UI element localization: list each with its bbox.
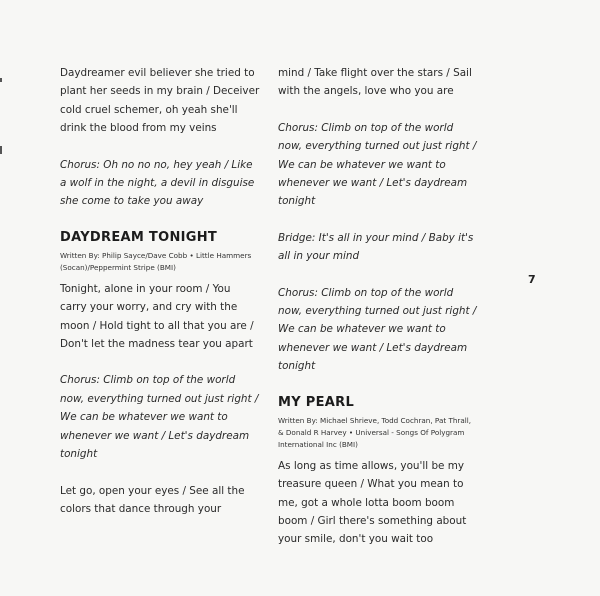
- page-number: 7: [528, 273, 536, 286]
- lyrics-verse: Tonight, alone in your room / You carry your worry, and cry with the moon / Hold tight to all that you are / Don't let the madness tear you apart: [60, 282, 254, 351]
- lyrics-verse: Let go, open your eyes / See all the colors that dance through your: [60, 484, 245, 515]
- lyrics-chorus: Chorus: Climb on top of the world now, everything turned out just right / We can be whatever we want to whenever we want / Let's daydream tonight: [278, 286, 477, 373]
- right-column: [278, 64, 478, 567]
- song-title: MY PEARL: [278, 394, 355, 410]
- song-credits: Written By: Philip Sayce/Dave Cobb • Little Hammers (Socan)/Peppermint Stripe (BMI): [60, 250, 252, 272]
- scan-edge-mark: [0, 146, 2, 154]
- left-column: [60, 64, 260, 536]
- lyrics-verse: mind / Take flight over the stars / Sail with the angels, love who you are: [278, 67, 472, 98]
- scan-edge-mark: [0, 78, 2, 82]
- song-title: DAYDREAM TONIGHT: [60, 229, 218, 245]
- lyrics-chorus: Chorus: Climb on top of the world now, everything turned out just right / We can be whatever we want to whenever we want / Let's daydream tonight: [60, 374, 259, 461]
- lyrics-chorus: Chorus: Oh no no no, hey yeah / Like a wolf in the night, a devil in disguise she come to take you away: [60, 158, 255, 208]
- song-credits: Written By: Michael Shrieve, Todd Cochran, Pat Thrall, & Donald R Harvey • Universal - Songs Of Polygram International Inc (BMI): [278, 415, 472, 449]
- lyrics-chorus: Chorus: Climb on top of the world now, everything turned out just right / We can be whatever we want to whenever we want / Let's daydream tonight: [278, 121, 477, 208]
- lyrics-verse: Daydreamer evil believer she tried to plant her seeds in my brain / Deceiver cold cruel schemer, oh yeah she'll drink the blood from my veins: [60, 67, 260, 135]
- lyrics-verse: As long as time allows, you'll be my treasure queen / What you mean to me, got a whole lotta boom boom boom / Girl there's something about your smile, don't you wait too: [278, 459, 467, 546]
- lyrics-bridge: Bridge: It's all in your mind / Baby it's all in your mind: [278, 231, 474, 263]
